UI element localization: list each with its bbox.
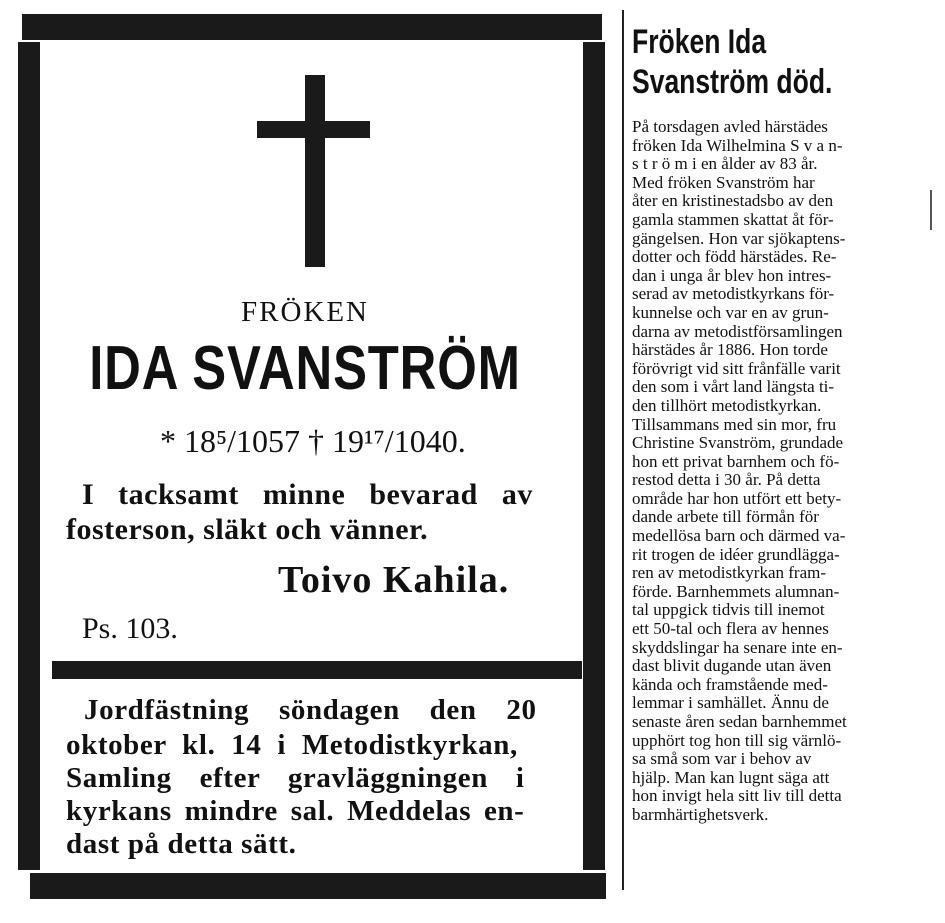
obituary-text-line: hon ett privat barnhem och fö- [632,451,840,471]
dedication-line: fosterson, släkt och vänner. [66,513,429,546]
obituary-text-line: sa små som var i behov av [632,749,812,769]
notice-border-right [583,42,605,870]
notice-divider [52,661,582,679]
life-dates: * 18⁵/1057 † 19¹⁷/1040. [160,423,466,459]
obituary-text-line: ett 50-tal och flera av hennes [632,619,829,639]
deceased-name: IDA SVANSTRÖM [89,334,521,403]
obituary-text-line: skyddslingar ha senare inte en- [632,637,843,657]
obituary-text-line: den tillhört metodistkyrkan. [632,395,822,415]
obituary-text-line: dotter och född härstädes. Re- [632,247,837,267]
obituary-text-line: hjälp. Man kan lugnt säga att [632,767,830,787]
obituary-text-line: gängelsen. Hon var sjökaptens- [632,228,846,248]
obituary-text-line: barmhärtighetsverk. [632,804,769,824]
notice-title: FRÖKEN [240,296,369,328]
psalm-reference: Ps. 103. [82,612,178,645]
obituary-text-line: den som i vårt land längsta ti- [632,377,835,397]
obituary-text-line: förde. Barnhemmets alumnan- [632,581,840,601]
obituary-text-line: dan i unga år blev hon intres- [632,265,832,285]
notice-border-top [22,14,602,40]
obituary-text-line: senaste åren sedan barnhemmet [632,712,847,731]
obituary-text-line: På torsdagen avled härstädes [632,117,828,136]
obituary-article [632,22,932,824]
obituary-text-line: tal uppgick tidvis till inemot [632,600,825,620]
obituary-text-line: ren av metodistkyrkan fram- [632,563,827,583]
obituary-text-line: härstädes år 1886. Hon torde [632,340,828,360]
obituary-text-line: kända och framstående med- [632,674,828,694]
obituary-text-line: dande arbete till förmån för [632,507,819,527]
obituary-text-line: serad av metodistkyrkans för- [632,284,835,304]
obituary-headline [632,22,866,102]
burial-info-line: kyrkans mindre sal. Meddelas en- [66,795,525,827]
obituary-text-line: darna av metodistförsamlingen [632,321,843,341]
obituary-text-line: lemmar i samhället. Ännu de [632,693,829,713]
headline-line: Fröken Ida [632,23,767,61]
obituary-text-line: gamla stammen skattat åt för- [632,209,834,229]
obituary-text-line: kunnelse och var en av grun- [632,302,829,322]
obituary-text-line: s t r ö m i en ålder av 83 år. [632,154,818,174]
obituary-text-line: område har hon utfört ett bety- [632,488,842,508]
obituary-text-line: upphört tog hon till sig värnlö- [632,730,842,750]
obituary-text-line: rit trogen de idéer grundlägga- [632,544,840,564]
burial-info-line: dast på detta sätt. [66,828,297,860]
obituary-text-line: fröken Ida Wilhelmina S v a n- [632,135,843,155]
obituary-text-line: restod detta i 30 år. På detta [632,470,821,490]
obituary-text-line: hon invigt hela sitt liv till detta [632,786,842,806]
burial-info-line: oktober kl. 14 i Metodistkyrkan, [66,729,518,761]
notice-border-left [18,42,40,870]
burial-info-line: Jordfästning söndagen den 20 [84,694,537,726]
mourner-signature: Toivo Kahila. [278,559,510,601]
obituary-text-line: Christine Svanström, grundade [632,433,844,453]
obituary-text-line: medellösa barn och därmed va- [632,526,846,546]
headline-line: Svanström död. [632,63,833,101]
burial-info-line: Samling efter gravläggningen i [66,762,525,794]
obituary-body [632,118,932,825]
obituary-text-line: Med fröken Svanström har [632,172,815,192]
dedication-line: I tacksamt minne bevarad av [82,478,533,511]
column-rule [622,10,624,890]
obituary-text-line: åter en kristinestadsbo av den [632,191,834,211]
obituary-text-line: dast blivit dugande utan även [632,656,832,676]
notice-border-bottom [30,873,606,899]
obituary-text-line: Tillsammans med sin mor, fru [632,414,837,434]
obituary-text-line: förövrigt vid sitt frånfälle varit [632,358,841,378]
